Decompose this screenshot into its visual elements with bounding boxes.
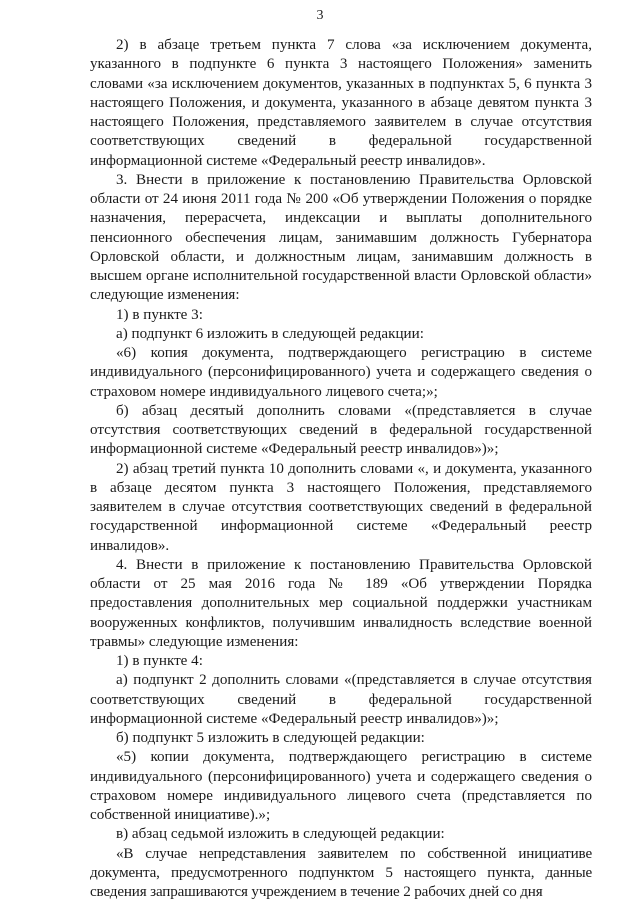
paragraph-6: б) абзац десятый дополнить словами «(представляется в случае отсутствия соответствующих сведений в федеральной государственной информационной системе «Федеральный реестр инвалидов»)»; (90, 402, 592, 460)
paragraph-9: 1) в пункте 4: (90, 652, 592, 671)
paragraph-5: «6) копия документа, подтверждающего регистрацию в системе индивидуального (персонифицированного) учета и содержащего сведения о страховом номере индивидуального лицевого счета;»; (90, 344, 592, 402)
paragraph-12: «5) копии документа, подтверждающего регистрацию в системе индивидуального (персонифицированного) учета и содержащего сведения о страховом номере индивидуального лицевого счета (представляется по собственной инициативе).»; (90, 748, 592, 825)
page-number: 3 (0, 8, 640, 24)
paragraph-4: а) подпункт 6 изложить в следующей редакции: (90, 325, 592, 344)
paragraph-10: а) подпункт 2 дополнить словами «(представляется в случае отсутствия соответствующих сведений в федеральной государственной информационной системе «Федеральный реестр инвалидов»)»; (90, 671, 592, 729)
paragraph-8: 4. Внести в приложение к постановлению Правительства Орловской области от 25 мая 2016 года № 189 «Об утверждении Порядка предоставления дополнительных мер социальной поддержки участникам вооруженных конфликтов, получившим инвалидность вследствие военной травмы» следующие изменения: (90, 556, 592, 652)
paragraph-11: б) подпункт 5 изложить в следующей редакции: (90, 729, 592, 748)
document-body (90, 36, 592, 902)
paragraph-14: «В случае непредставления заявителем по собственной инициативе документа, предусмотренного подпунктом 5 настоящего пункта, данные сведения запрашиваются учреждением в течение 2 рабочих дней со дня (90, 845, 592, 902)
paragraph-2: 3. Внести в приложение к постановлению Правительства Орловской области от 24 июня 2011 года № 200 «Об утверждении Положения о порядке назначения, перерасчета, индексации и выплаты дополнительного пенсионного обеспечения лицам, занимавшим должность Губернатора Орловской области, и должностным лицам, занимавшим должность в высшем органе исполнительной государственной власти Орловской области» следующие изменения: (90, 171, 592, 306)
paragraph-13: в) абзац седьмой изложить в следующей редакции: (90, 825, 592, 844)
paragraph-3: 1) в пункте 3: (90, 306, 592, 325)
paragraph-1: 2) в абзаце третьем пункта 7 слова «за исключением документа, указанного в подпункте 6 пункта 3 настоящего Положения» заменить словами «за исключением документов, указанных в подпунктах 5, 6 пункта 3 настоящего Положения, и документа, указанного в абзаце девятом пункта 3 настоящего Положения, представляемого заявителем в случае отсутствия соответствующих сведений в федеральной государственной информационной системе «Федеральный реестр инвалидов». (90, 36, 592, 171)
paragraph-7: 2) абзац третий пункта 10 дополнить словами «, и документа, указанного в абзаце десятом пункта 3 настоящего Положения, представляемого заявителем в случае отсутствия соответствующих сведений в федеральной государственной информационной системе «Федеральный реестр инвалидов». (90, 460, 592, 556)
